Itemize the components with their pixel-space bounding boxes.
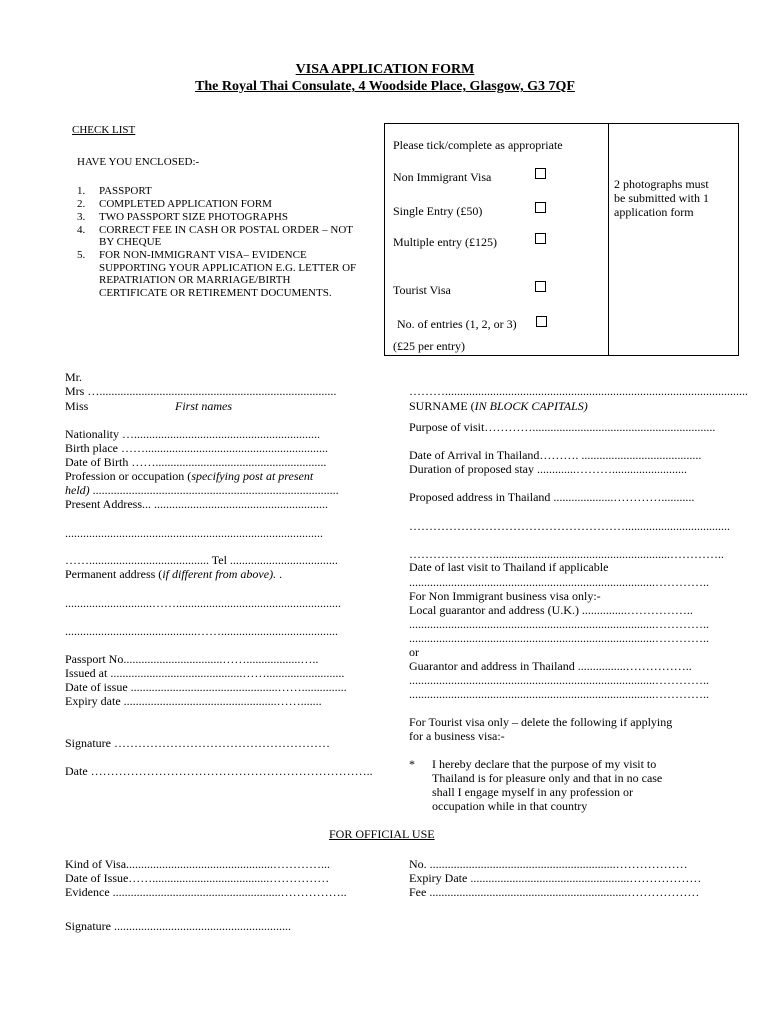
date-of-issue-field[interactable]: Date of issue .................................................……............... — [65, 680, 347, 694]
present-address-line[interactable]: ...................................................................................... — [65, 526, 323, 540]
local-guarantor-line[interactable]: ..................................................................................………….. — [409, 631, 709, 645]
official-signature[interactable]: Signature ........................................................... — [65, 919, 291, 933]
checklist-enclosed: HAVE YOU ENCLOSED:- — [77, 156, 200, 168]
official-expiry-date[interactable]: Expiry Date .....................................................……………… — [409, 871, 702, 885]
checklist-item-fee: CORRECT FEE IN CASH OR POSTAL ORDER – NOT — [99, 224, 353, 236]
declaration-text: I hereby declare that the purpose of my visit to — [432, 757, 657, 771]
proposed-address-line[interactable]: ………………………………………………................................... — [409, 519, 730, 533]
present-address-field[interactable]: Present Address... .......................................................... — [65, 497, 328, 511]
checklist-item-evidence-cont: REPATRIATION OR MARRIAGE/BIRTH — [99, 274, 291, 286]
local-guarantor-field[interactable]: Local guarantor and address (U.K.) ...............…………….. — [409, 603, 693, 617]
photo-note: application form — [614, 205, 694, 219]
title-mrs-field[interactable]: Mrs …............................................................................... — [65, 384, 337, 398]
consulate-address: The Royal Thai Consulate, 4 Woodside Place, Glasgow, G3 7QF — [195, 79, 575, 94]
checklist-number: 1. — [77, 185, 86, 197]
nationality-field[interactable]: Nationality ….............................................................. — [65, 427, 320, 441]
expiry-date-field[interactable]: Expiry date ...................................................……....... — [65, 694, 322, 708]
option-single-entry-label: Single Entry (£50) — [393, 204, 483, 218]
multiple-entry-checkbox[interactable] — [535, 233, 546, 244]
declaration-text: occupation while in that country — [432, 799, 588, 813]
checklist-item-passport: PASSPORT — [99, 185, 152, 197]
checklist-item-evidence: FOR NON-IMMIGRANT VISA– EVIDENCE — [99, 249, 307, 261]
non-immigrant-note: For Non Immigrant business visa only:- — [409, 589, 601, 603]
photo-note: be submitted with 1 — [614, 191, 709, 205]
or-label: or — [409, 645, 419, 659]
profession-label: Profession or occupation (specifying post at present — [65, 469, 314, 483]
signature-field[interactable]: Signature ……………………………………………… — [65, 736, 330, 750]
title-miss: Miss — [65, 399, 89, 413]
checklist-item-application: COMPLETED APPLICATION FORM — [99, 198, 272, 210]
last-visit-field[interactable]: ..................................................................................………….. — [409, 575, 709, 589]
date-field[interactable]: Date …………………………………………………………….. — [65, 764, 373, 778]
issued-at-field[interactable]: Issued at ............................................…….......................... — [65, 666, 345, 680]
declaration-text: shall I engage myself in any profession or — [432, 785, 633, 799]
duration-field[interactable]: Duration of proposed stay .............………......................... — [409, 462, 687, 476]
tourist-note: for a business visa:- — [409, 729, 505, 743]
tourist-visa-checkbox[interactable] — [535, 281, 546, 292]
option-tourist-label: Tourist Visa — [393, 283, 451, 297]
surname-label: SURNAME (IN BLOCK CAPITALS) — [409, 399, 588, 413]
checklist-item-fee-cont: BY CHEQUE — [99, 236, 162, 248]
option-non-immigrant-label: Non Immigrant Visa — [393, 170, 492, 184]
thai-guarantor-field[interactable]: Guarantor and address in Thailand ................…………….. — [409, 659, 692, 673]
visa-box-divider — [608, 123, 609, 356]
official-date-of-issue[interactable]: Date of Issue…….......................................…………… — [65, 871, 330, 885]
birth-place-field[interactable]: Birth place ……............................................................. — [65, 441, 328, 455]
checklist-item-evidence-cont: CERTIFICATE OR RETIREMENT DOCUMENTS. — [99, 287, 332, 299]
visa-instruction: Please tick/complete as appropriate — [393, 138, 563, 152]
single-entry-checkbox[interactable] — [535, 202, 546, 213]
title-mr: Mr. — [65, 370, 83, 384]
arrival-date-field[interactable]: Date of Arrival in Thailand………. ........................................ — [409, 448, 702, 462]
official-number[interactable]: No. ..............................................................……………… — [409, 857, 688, 871]
permanent-address-label: Permanent address (if different from above). . — [65, 567, 283, 581]
tourist-note: For Tourist visa only – delete the following if applying — [409, 715, 673, 729]
official-kind-of-visa[interactable]: Kind of Visa.................................................…………... — [65, 857, 331, 871]
purpose-of-visit-field[interactable]: Purpose of visit…………............................................................. — [409, 420, 716, 434]
official-use-heading: FOR OFFICIAL USE — [329, 827, 435, 841]
entry-fee-note: (£25 per entry) — [393, 339, 465, 353]
checklist-item-evidence-cont: SUPPORTING YOUR APPLICATION E.G. LETTER OF — [99, 262, 357, 274]
official-fee[interactable]: Fee ..................................................................……………… — [409, 885, 700, 899]
option-multiple-entry-label: Multiple entry (£125) — [393, 235, 497, 249]
entries-checkbox[interactable] — [536, 316, 547, 327]
date-of-birth-field[interactable]: Date of Birth ……......................................................... — [65, 455, 327, 469]
official-evidence[interactable]: Evidence ........................................................…………….. — [65, 885, 347, 899]
non-immigrant-checkbox[interactable] — [535, 168, 546, 179]
proposed-address-field[interactable]: Proposed address in Thailand ....................…………........... — [409, 490, 695, 504]
thai-guarantor-line[interactable]: ..................................................................................………….. — [409, 687, 709, 701]
permanent-address-line[interactable]: .............................……....................................................... — [65, 596, 341, 610]
last-visit-label: Date of last visit to Thailand if applicable — [409, 560, 609, 574]
local-guarantor-line[interactable]: ..................................................................................………….. — [409, 617, 709, 631]
profession-field[interactable]: held) .................................................................................. — [65, 483, 339, 497]
proposed-address-line[interactable]: …………………...........................................................………….. — [409, 547, 724, 561]
permanent-address-line[interactable]: ............................................……....................................... — [65, 624, 338, 638]
option-entries-label: No. of entries (1, 2, or 3) — [397, 317, 517, 331]
checklist-number: 3. — [77, 211, 86, 223]
first-names-label: First names — [175, 399, 232, 413]
thai-guarantor-line[interactable]: ..................................................................................………….. — [409, 673, 709, 687]
form-title: VISA APPLICATION FORM — [295, 62, 475, 77]
declaration-text: Thailand is for pleasure only and that in no case — [432, 771, 663, 785]
checklist-number: 5. — [77, 249, 86, 261]
checklist-heading: CHECK LIST — [72, 124, 136, 136]
telephone-field[interactable]: ……........................................ Tel .................................... — [65, 553, 338, 567]
declaration-bullet: * — [409, 757, 415, 771]
checklist-item-photos: TWO PASSPORT SIZE PHOTOGRAPHS — [99, 211, 288, 223]
surname-line[interactable]: ………..................................................................................................... — [409, 384, 748, 398]
checklist-number: 2. — [77, 198, 86, 210]
passport-number-field[interactable]: Passport No.................................……..................….. — [65, 652, 319, 666]
checklist-number: 4. — [77, 224, 86, 236]
photo-note: 2 photographs must — [614, 177, 709, 191]
